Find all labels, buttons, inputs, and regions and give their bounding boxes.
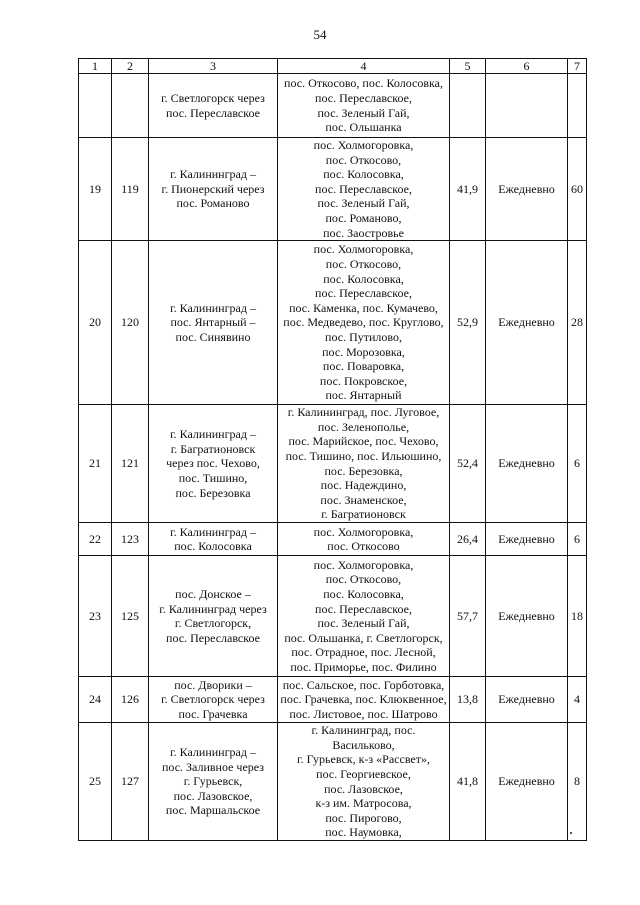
page-number: 54 (313, 27, 327, 42)
route-stops: пос. Холмогоровка, пос. Откосово, пос. Колосовка, пос. Переславское, пос. Зеленый Гай, пос. Романово, пос. Заостровье (278, 138, 450, 241)
row-number: 19 (79, 138, 112, 241)
route-number: 127 (112, 723, 149, 841)
route-trips: 4 (568, 677, 587, 723)
header-col-4: 4 (278, 59, 450, 74)
route-trips: 60 (568, 138, 587, 241)
table-row (79, 556, 587, 677)
route-trips (568, 74, 587, 138)
route-schedule: Ежедневно (486, 677, 568, 723)
route-trips: 6 (568, 523, 587, 556)
header-col-6: 6 (486, 59, 568, 74)
route-number: 126 (112, 677, 149, 723)
route-stops: пос. Холмогоровка, пос. Откосово, пос. Колосовка, пос. Переславское, пос. Зеленый Гай, пос. Ольшанка, г. Светлогорск, пос. Отрадное, пос. Лесной, пос. Приморье, пос. Филино (278, 556, 450, 677)
route-length: 57,7 (450, 556, 486, 677)
route-name: г. Светлогорск через пос. Переславское (149, 74, 278, 138)
route-name: пос. Донское – г. Калининград через г. Светлогорск, пос. Переславское (149, 556, 278, 677)
table-row (79, 74, 587, 138)
route-schedule: Ежедневно (486, 241, 568, 405)
route-number (112, 74, 149, 138)
route-name: г. Калининград – пос. Колосовка (149, 523, 278, 556)
header-col-5: 5 (450, 59, 486, 74)
route-stops: пос. Откосово, пос. Колосовка, пос. Переславское, пос. Зеленый Гай, пос. Ольшанка (278, 74, 450, 138)
route-schedule: Ежедневно (486, 523, 568, 556)
table-row (79, 677, 587, 723)
row-number: 25 (79, 723, 112, 841)
route-schedule: Ежедневно (486, 556, 568, 677)
table-row (79, 405, 587, 523)
route-length: 41,8 (450, 723, 486, 841)
routes-table (78, 58, 587, 841)
route-number: 123 (112, 523, 149, 556)
header-col-2: 2 (112, 59, 149, 74)
route-name: г. Калининград – пос. Заливное через г. Гурьевск, пос. Лазовское, пос. Маршальское (149, 723, 278, 841)
route-schedule: Ежедневно (486, 723, 568, 841)
route-schedule: Ежедневно (486, 138, 568, 241)
route-stops: г. Калининград, пос. Луговое, пос. Зеленополье, пос. Марийское, пос. Чехово, пос. Тишино, пос. Ильюшино, пос. Березовка, пос. Надеждино, пос. Знаменское, г. Багратионовск (278, 405, 450, 523)
route-trips: 6 (568, 405, 587, 523)
route-number: 121 (112, 405, 149, 523)
route-length: 52,4 (450, 405, 486, 523)
route-number: 119 (112, 138, 149, 241)
route-name: пос. Дворики – г. Светлогорск через пос. Грачевка (149, 677, 278, 723)
row-number: 21 (79, 405, 112, 523)
route-schedule: Ежедневно (486, 405, 568, 523)
table-row (79, 723, 587, 841)
row-number: 20 (79, 241, 112, 405)
table-row (79, 138, 587, 241)
route-name: г. Калининград – г. Багратионовск через пос. Чехово, пос. Тишино, пос. Березовка (149, 405, 278, 523)
route-length: 26,4 (450, 523, 486, 556)
route-trips: 28 (568, 241, 587, 405)
route-trips: 18 (568, 556, 587, 677)
route-trips: 8 (568, 723, 587, 841)
route-stops: пос. Холмогоровка, пос. Откосово (278, 523, 450, 556)
header-col-3: 3 (149, 59, 278, 74)
route-number: 125 (112, 556, 149, 677)
row-number: 22 (79, 523, 112, 556)
row-number: 23 (79, 556, 112, 677)
route-stops: г. Калининград, пос. Васильково, г. Гурьевск, к-з «Рассвет», пос. Георгиевское, пос. Лазовское, к-з им. Матросова, пос. Пирогово, пос. Наумовка, (278, 723, 450, 841)
route-name: г. Калининград – г. Пионерский через пос. Романово (149, 138, 278, 241)
header-col-7: 7 (568, 59, 587, 74)
route-length (450, 74, 486, 138)
route-number: 120 (112, 241, 149, 405)
table-row (79, 241, 587, 405)
table-row (79, 523, 587, 556)
route-stops: пос. Сальское, пос. Горботовка, пос. Грачевка, пос. Клюквенное, пос. Листовое, пос. Шатрово (278, 677, 450, 723)
route-name: г. Калининград – пос. Янтарный – пос. Синявино (149, 241, 278, 405)
route-length: 41,9 (450, 138, 486, 241)
header-col-1: 1 (79, 59, 112, 74)
route-length: 52,9 (450, 241, 486, 405)
scan-dot (570, 832, 572, 834)
header-row (79, 59, 587, 74)
row-number: 24 (79, 677, 112, 723)
route-stops: пос. Холмогоровка, пос. Откосово, пос. Колосовка, пос. Переславское, пос. Каменка, пос. Кумачево, пос. Медведево, пос. Круглово, пос. Путилово, пос. Морозовка, пос. Поваровка, пос. Покровское, пос. Янтарный (278, 241, 450, 405)
row-number (79, 74, 112, 138)
route-schedule (486, 74, 568, 138)
route-length: 13,8 (450, 677, 486, 723)
